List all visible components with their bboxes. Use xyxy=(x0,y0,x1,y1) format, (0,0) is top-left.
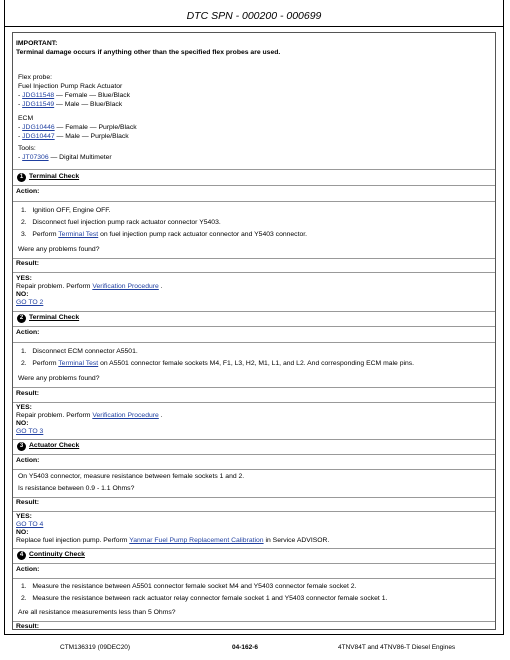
goto-link[interactable]: GO TO 2 xyxy=(16,299,44,306)
divider xyxy=(13,402,495,403)
action-step: 2. Disconnect fuel injection pump rack actuator connector Y5403. xyxy=(21,219,221,226)
divider xyxy=(13,326,495,327)
tool-link[interactable]: JT07306 xyxy=(22,154,49,161)
probe-item: - JDG11549 — Male — Blue/Black xyxy=(18,101,123,108)
step-number-badge: 3 xyxy=(17,442,26,451)
divider xyxy=(13,621,495,622)
probe-link[interactable]: JDG10446 xyxy=(22,124,55,131)
result-label: Result: xyxy=(16,260,40,267)
step-number-badge: 4 xyxy=(17,551,26,560)
question-text: Were any problems found? xyxy=(18,375,100,382)
action-text: On Y5403 connector, measure resistance between female sockets 1 and 2. xyxy=(18,473,245,480)
action-step: 2. Perform Terminal Test on A5501 connector female sockets M4, F1, L3, H2, M1, L1, and L2. And corresponding ECM male pins. xyxy=(21,360,415,367)
action-label: Action: xyxy=(16,329,40,336)
step-title: Terminal Check xyxy=(29,173,80,180)
footer-engine-title: 4TNV84T and 4TNV86-T Diesel Engines xyxy=(338,644,456,651)
step-number-badge: 2 xyxy=(17,314,26,323)
action-label: Action: xyxy=(16,188,40,195)
divider xyxy=(13,272,495,273)
verification-procedure-link[interactable]: Verification Procedure xyxy=(92,412,159,419)
probe-link[interactable]: JDG11548 xyxy=(22,92,55,99)
divider xyxy=(13,548,495,549)
tool-item: - JT07306 — Digital Multimeter xyxy=(18,154,112,161)
result-label: Result: xyxy=(16,623,40,630)
divider xyxy=(13,342,495,343)
step-title: Actuator Check xyxy=(29,442,80,449)
important-text: Terminal damage occurs if anything other than the specified flex probes are used. xyxy=(16,49,281,56)
step-number-badge: 1 xyxy=(17,173,26,182)
terminal-test-link[interactable]: Terminal Test xyxy=(58,231,99,238)
action-label: Action: xyxy=(16,457,40,464)
yes-text: Repair problem. Perform Verification Procedure . xyxy=(16,412,163,419)
question-text: Were any problems found? xyxy=(18,246,100,253)
fip-label: Fuel Injection Pump Rack Actuator xyxy=(18,83,123,90)
divider xyxy=(13,185,495,186)
terminal-test-link[interactable]: Terminal Test xyxy=(58,360,99,367)
action-step: 2. Measure the resistance between rack actuator relay connector female socket 1 and Y5403 connector female socket 1. xyxy=(21,595,388,602)
question-text: Are all resistance measurements less than 5 Ohms? xyxy=(18,609,176,616)
important-label: IMPORTANT: xyxy=(16,40,58,47)
divider xyxy=(13,258,495,259)
no-text: Replace fuel injection pump. Perform Yanmar Fuel Pump Replacement Calibration in Service ADVISOR. xyxy=(16,537,330,544)
goto-link[interactable]: GO TO 4 xyxy=(16,521,44,528)
action-step: 1. Ignition OFF, Engine OFF. xyxy=(21,207,111,214)
yes-label: YES: xyxy=(16,404,32,411)
yes-text: Repair problem. Perform Verification Procedure . xyxy=(16,283,163,290)
footer-doc-id: CTM136319 (09DEC20) xyxy=(60,644,131,651)
probe-item: - JDG10446 — Female — Purple/Black xyxy=(18,124,137,131)
divider xyxy=(13,511,495,512)
no-label: NO: xyxy=(16,529,29,536)
question-text: Is resistance between 0.9 - 1.1 Ohms? xyxy=(18,485,135,492)
calibration-link[interactable]: Yanmar Fuel Pump Replacement Calibration xyxy=(129,537,264,544)
action-step: 1. Disconnect ECM connector A5501. xyxy=(21,348,138,355)
footer-page-number: 04-162-6 xyxy=(232,644,259,651)
divider xyxy=(13,201,495,202)
probe-item: - JDG10447 — Male — Purple/Black xyxy=(18,133,129,140)
probe-link[interactable]: JDG11549 xyxy=(22,101,55,108)
divider xyxy=(13,469,495,470)
action-step: 3. Perform Terminal Test on fuel injection pump rack actuator connector and Y5403 connector. xyxy=(21,231,308,238)
divider xyxy=(13,454,495,455)
yes-label: YES: xyxy=(16,513,32,520)
flex-probe-label: Flex probe: xyxy=(18,74,53,81)
page-frame xyxy=(4,0,504,635)
divider xyxy=(13,563,495,564)
verification-procedure-link[interactable]: Verification Procedure xyxy=(92,283,159,290)
ecm-label: ECM xyxy=(18,115,34,122)
step-title: Continuity Check xyxy=(29,551,85,558)
result-label: Result: xyxy=(16,499,40,506)
yes-label: YES: xyxy=(16,275,32,282)
action-step: 1. Measure the resistance between A5501 connector female socket M4 and Y5403 connector female socket 2. xyxy=(21,583,357,590)
probe-link[interactable]: JDG10447 xyxy=(22,133,55,140)
step-title: Terminal Check xyxy=(29,314,80,321)
divider xyxy=(13,169,495,170)
divider xyxy=(13,497,495,498)
no-label: NO: xyxy=(16,291,29,298)
divider xyxy=(13,439,495,440)
divider xyxy=(13,387,495,388)
page-title: DTC SPN - 000200 - 000699 xyxy=(5,10,503,27)
result-label: Result: xyxy=(16,390,40,397)
probe-item: - JDG11548 — Female — Blue/Black xyxy=(18,92,131,99)
divider xyxy=(13,578,495,579)
goto-link[interactable]: GO TO 3 xyxy=(16,428,44,435)
no-label: NO: xyxy=(16,420,29,427)
action-label: Action: xyxy=(16,566,40,573)
procedure-content xyxy=(12,32,496,630)
tools-label: Tools: xyxy=(18,145,36,152)
divider xyxy=(13,311,495,312)
